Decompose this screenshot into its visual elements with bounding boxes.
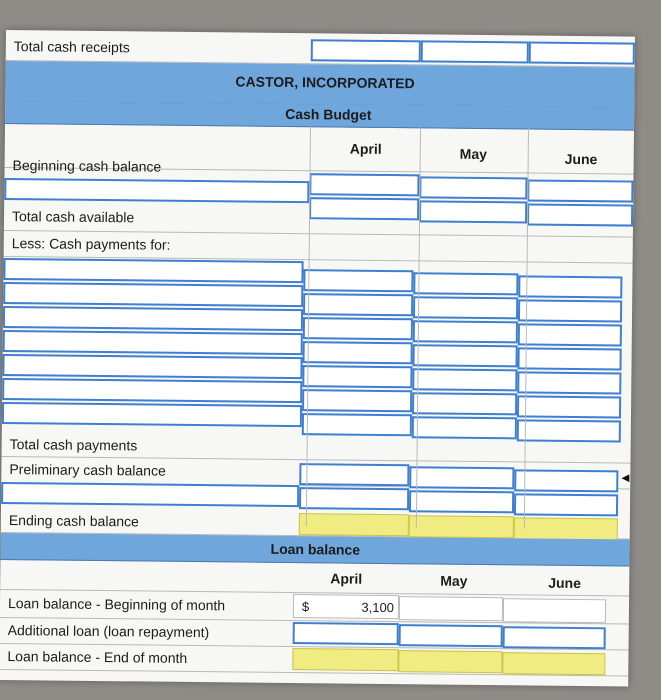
beginning-april-input[interactable] xyxy=(309,173,419,196)
payment-2-april[interactable] xyxy=(303,293,413,316)
loan-beginning-label: Loan balance - Beginning of month xyxy=(7,595,226,614)
financing-label-input[interactable] xyxy=(1,482,299,507)
payment-1-june[interactable] xyxy=(518,275,622,298)
payment-4-may[interactable] xyxy=(413,344,518,367)
payment-6-april[interactable] xyxy=(302,389,412,412)
payment-4-label-input[interactable] xyxy=(3,330,303,355)
payment-5-april[interactable] xyxy=(302,365,412,388)
payment-1-may[interactable] xyxy=(413,272,518,295)
loan-additional-may-input[interactable] xyxy=(399,624,503,647)
report-title: Cash Budget xyxy=(285,105,372,123)
total-available-label: Total cash available xyxy=(11,208,135,226)
loan-beginning-april-cell xyxy=(293,594,399,619)
loan-month-may: May xyxy=(440,572,468,589)
payment-2-label-input[interactable] xyxy=(3,282,303,307)
receipts-june-input[interactable] xyxy=(529,41,635,64)
month-may: May xyxy=(459,145,488,163)
loan-end-april-cell[interactable] xyxy=(292,648,398,671)
less-payments-label: Less: Cash payments for: xyxy=(11,235,171,253)
payment-6-june[interactable] xyxy=(517,395,621,418)
mouse-cursor-icon: ◄ xyxy=(619,470,632,485)
ending-april-cell[interactable] xyxy=(299,513,409,536)
payment-6-label-input[interactable] xyxy=(2,378,302,403)
payment-2-may[interactable] xyxy=(413,296,518,319)
preliminary-may-input[interactable] xyxy=(409,466,514,489)
beginning-june-input[interactable] xyxy=(527,179,633,202)
preliminary-april-input[interactable] xyxy=(299,463,409,486)
receipts-may-input[interactable] xyxy=(421,40,529,63)
total-payments-label: Total cash payments xyxy=(9,436,138,454)
beginning-may-input[interactable] xyxy=(419,176,527,199)
payment-1-april[interactable] xyxy=(303,269,413,292)
receipt-line-label-input[interactable] xyxy=(4,178,309,203)
payment-5-label-input[interactable] xyxy=(2,354,302,379)
loan-end-label: Loan balance - End of month xyxy=(7,648,188,666)
total-cash-receipts-label: Total cash receipts xyxy=(13,38,130,56)
loan-title: Loan balance xyxy=(270,540,361,558)
payment-4-april[interactable] xyxy=(303,341,413,364)
month-april: April xyxy=(349,140,382,157)
ending-june-cell[interactable] xyxy=(514,517,618,540)
currency-symbol: $ xyxy=(301,599,310,615)
payment-1-label-input[interactable] xyxy=(3,258,303,283)
payment-3-may[interactable] xyxy=(413,320,518,343)
company-name: CASTOR, INCORPORATED xyxy=(235,73,415,92)
ending-label: Ending cash balance xyxy=(8,512,139,530)
payment-4-june[interactable] xyxy=(517,347,621,370)
payment-5-may[interactable] xyxy=(412,368,517,391)
month-june: June xyxy=(564,150,598,168)
loan-beginning-april-value: 3,100 xyxy=(361,599,395,616)
receipts-april-input[interactable] xyxy=(311,39,421,62)
preliminary-label: Preliminary cash balance xyxy=(9,461,166,479)
payment-2-june[interactable] xyxy=(518,299,622,322)
loan-end-june-cell[interactable] xyxy=(502,652,605,675)
loan-month-june: June xyxy=(548,574,582,592)
loan-additional-april-input[interactable] xyxy=(293,622,399,645)
ending-may-cell[interactable] xyxy=(409,515,514,538)
cash-budget-worksheet xyxy=(0,30,635,687)
financing-april-input[interactable] xyxy=(299,487,409,510)
payment-5-june[interactable] xyxy=(517,371,621,394)
loan-beginning-may-cell xyxy=(399,596,503,621)
payment-3-april[interactable] xyxy=(303,317,413,340)
loan-month-april: April xyxy=(330,570,363,587)
loan-additional-label: Additional loan (loan repayment) xyxy=(7,622,210,641)
payment-6-may[interactable] xyxy=(412,392,517,415)
beginning-cash-label: Beginning cash balance xyxy=(12,157,162,175)
payment-3-june[interactable] xyxy=(518,323,622,346)
loan-beginning-june-cell xyxy=(503,598,606,623)
payment-7-label-input[interactable] xyxy=(2,402,302,427)
preliminary-june-input[interactable] xyxy=(514,469,618,492)
payment-3-label-input[interactable] xyxy=(3,306,303,331)
loan-additional-june-input[interactable] xyxy=(503,626,606,649)
loan-end-may-cell[interactable] xyxy=(398,650,502,673)
